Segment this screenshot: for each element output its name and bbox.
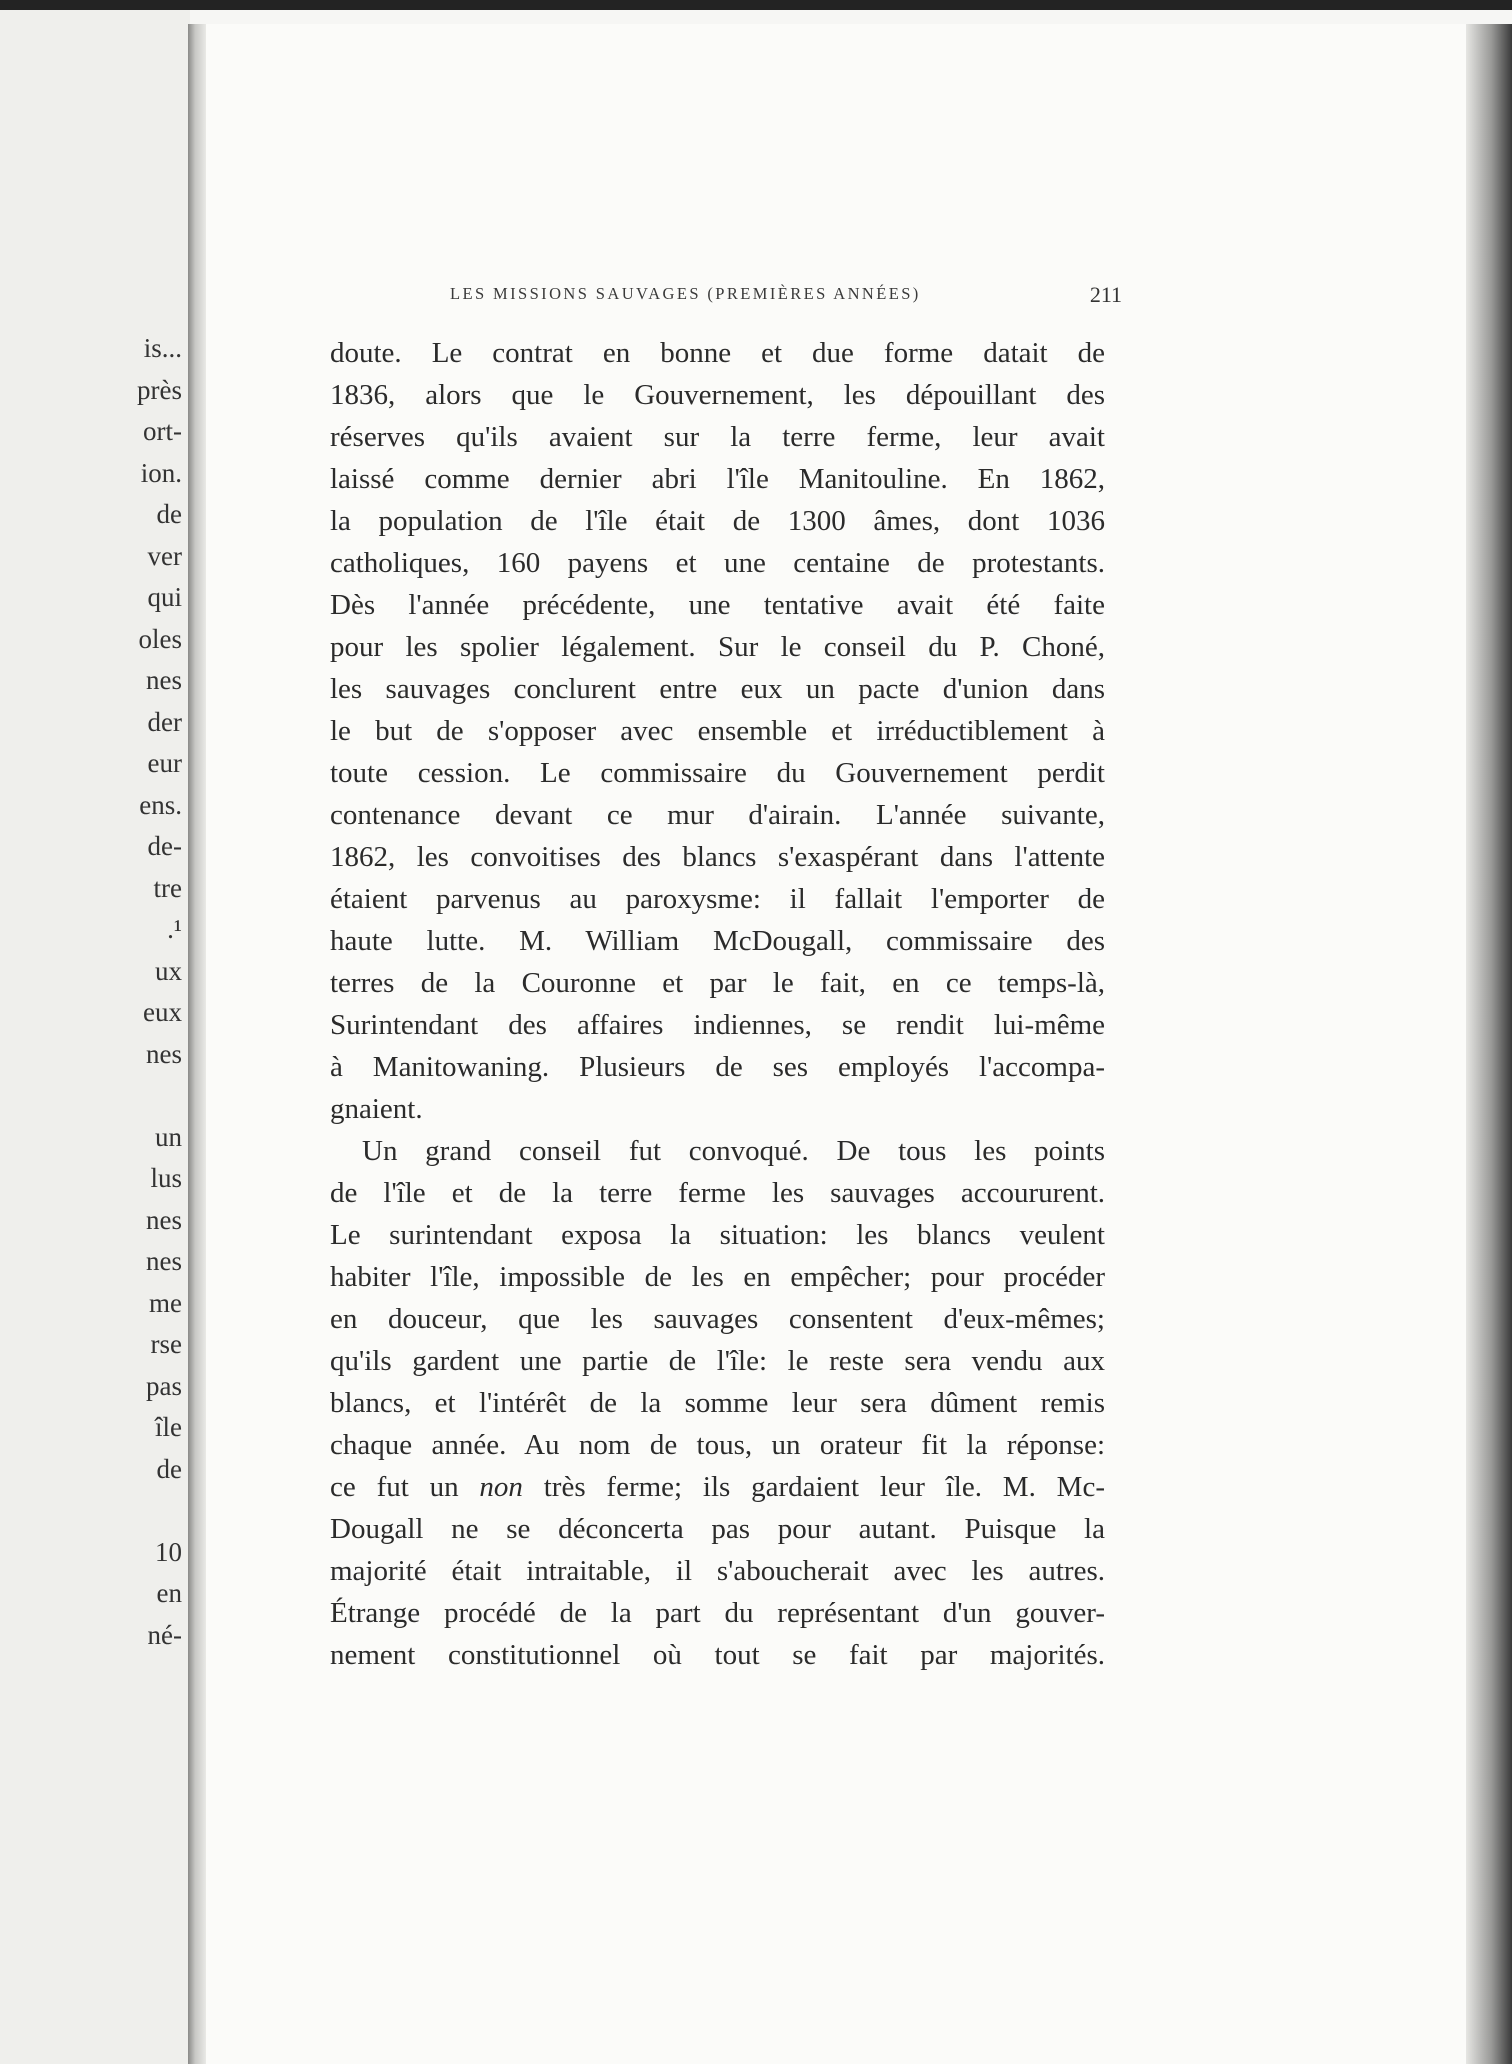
text-segment: ce fut un (330, 1471, 480, 1503)
text-line: Dès l'année précédente, une tentative avait été faite (330, 589, 1105, 621)
text-line: les sauvages conclurent entre eux un pacte d'union dans (330, 673, 1105, 705)
text-line: nement constitutionnel où tout se fait par majorités. (330, 1639, 1105, 1671)
text-line: étaient parvenus au paroxysme: il fallait l'emporter de (330, 883, 1105, 915)
text-line: habiter l'île, impossible de les en empêcher; pour procéder (330, 1261, 1105, 1293)
italic-word: non (479, 1471, 523, 1503)
left-page-fragment: de (156, 1453, 182, 1484)
left-page-fragment: ort- (143, 416, 182, 446)
text-line: majorité était intraitable, il s'aboucherait avec les autres. (330, 1555, 1105, 1587)
left-page-fragment: ver (147, 540, 182, 571)
text-line: Surintendant des affaires indiennes, se rendit lui-même (330, 1009, 1105, 1041)
text-line: à Manitowaning. Plusieurs de ses employés l'accompa- (330, 1051, 1105, 1083)
page-number: 211 (1089, 282, 1122, 307)
text-line: le but de s'opposer avec ensemble et irréductiblement à (330, 715, 1105, 747)
text-segment: très ferme; ils gardaient leur île. M. Mc- (522, 1471, 1105, 1503)
text-line: terres de la Couronne et par le fait, en ce temps-là, (330, 967, 1105, 999)
left-page-fragment: eur (147, 748, 182, 778)
book-gutter (188, 24, 206, 2064)
left-page-fragment: me (149, 1287, 182, 1318)
text-line: 1836, alors que le Gouvernement, les dépouillant des (330, 379, 1105, 411)
left-page-fragment: de (156, 499, 182, 529)
text-line: pour les spolier légalement. Sur le conseil du P. Choné, (330, 631, 1105, 663)
left-page-fragment: près (137, 374, 182, 405)
text-line: catholiques, 160 payens et une centaine de protestants. (330, 547, 1105, 579)
left-page-fragment: is... (143, 333, 182, 363)
running-head-title: LES MISSIONS SAUVAGES (PREMIÈRES ANNÉES) (450, 284, 921, 303)
paragraph-2 (330, 1130, 1105, 1676)
text-line: haute lutte. M. William McDougall, commissaire des (330, 925, 1105, 957)
left-page-fragment: en (156, 1578, 182, 1608)
text-line: qu'ils gardent une partie de l'île: le reste sera vendu aux (330, 1345, 1105, 1377)
text-line: blancs, et l'intérêt de la somme leur sera dûment remis (330, 1387, 1105, 1419)
left-page-fragment: nes (146, 1246, 182, 1276)
text-line: en douceur, que les sauvages consentent d'eux-mêmes; (330, 1303, 1105, 1335)
left-page-fragment: 10 (155, 1536, 182, 1567)
left-page-fragment: lus (150, 1163, 182, 1193)
text-line: Dougall ne se déconcerta pas pour autant. Puisque la (330, 1513, 1105, 1545)
text-line: chaque année. Au nom de tous, un orateur fit la réponse: (330, 1429, 1105, 1461)
left-page-fragment: nes (146, 665, 182, 695)
left-page-fragment: .¹ (167, 914, 182, 944)
left-page-fragment: ens. (139, 789, 182, 820)
left-page-fragment: né- (147, 1619, 182, 1650)
text-line: Étrange procédé de la part du représentant d'un gouver- (330, 1597, 1105, 1629)
left-page-fragment: nes (146, 1038, 182, 1069)
left-page-fragment: île (155, 1412, 182, 1442)
left-page-fragment: ion. (140, 457, 182, 488)
left-page-fragment: un (155, 1121, 182, 1152)
running-head (450, 282, 1122, 314)
page-edge-shadow (1466, 24, 1512, 2064)
text-line: toute cession. Le commissaire du Gouvernement perdit (330, 757, 1105, 789)
text-line: Un grand conseil fut convoqué. De tous les points (362, 1135, 1105, 1167)
text-line: la population de l'île était de 1300 âmes, dont 1036 (330, 505, 1105, 537)
text-line: réserves qu'ils avaient sur la terre ferme, leur avait (330, 421, 1105, 453)
left-page (0, 10, 190, 2064)
text-line: laissé comme dernier abri l'île Manitouline. En 1862, (330, 463, 1105, 495)
left-page-fragment: tre (153, 872, 182, 903)
text-line-with-italic (330, 1466, 1105, 1508)
text-line: Le surintendant exposa la situation: les blancs veulent (330, 1219, 1105, 1251)
text-line: doute. Le contrat en bonne et due forme datait de (330, 337, 1105, 369)
left-page-fragment: ux (155, 955, 182, 986)
text-line: gnaient. (330, 1093, 423, 1125)
left-page-fragment: qui (147, 582, 182, 612)
left-page-fragment: der (147, 706, 182, 737)
left-page-fragment: nes (146, 1204, 182, 1235)
left-page-fragment: pas (146, 1370, 182, 1401)
text-line: de l'île et de la terre ferme les sauvages accoururent. (330, 1177, 1105, 1209)
left-page-fragment: oles (138, 623, 182, 654)
left-page-fragment: de- (147, 831, 182, 861)
left-page-fragment: eux (143, 997, 182, 1027)
text-line: contenance devant ce mur d'airain. L'année suivante, (330, 799, 1105, 831)
paragraph-1 (330, 332, 1105, 1130)
scan-top-border (0, 0, 1512, 10)
body-text (330, 332, 1105, 1676)
text-line: 1862, les convoitises des blancs s'exaspérant dans l'attente (330, 841, 1105, 873)
left-page-fragment: rse (150, 1329, 182, 1359)
